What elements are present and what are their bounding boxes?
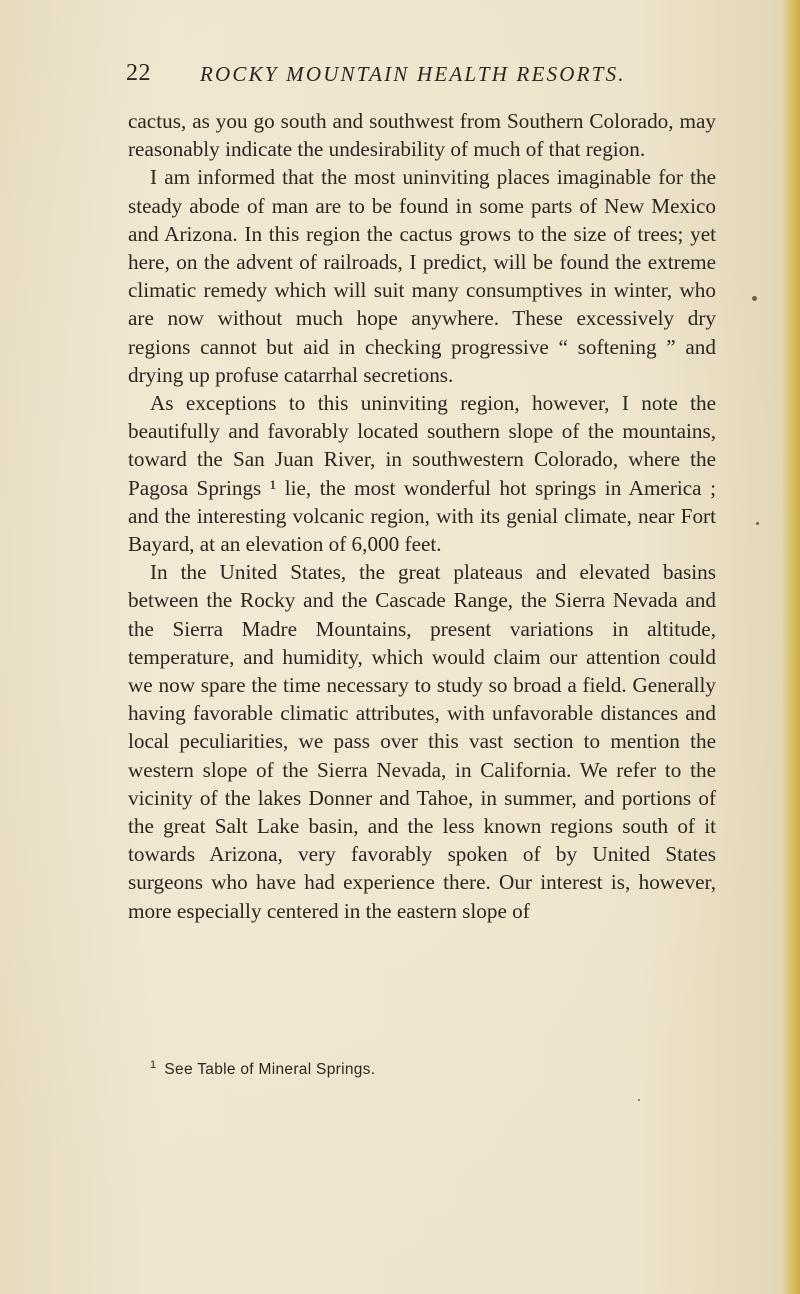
page-header xyxy=(126,60,726,90)
page-number: 22 xyxy=(126,60,151,86)
paper-speck xyxy=(752,296,757,301)
body-text xyxy=(128,107,716,925)
page-edge xyxy=(782,0,800,1294)
running-head: ROCKY MOUNTAIN HEALTH RESORTS. xyxy=(200,62,626,86)
paper-speck xyxy=(638,1099,640,1101)
footnote xyxy=(150,1059,375,1079)
paragraph: I am informed that the most uninviting places imaginable for the steady abode of man are to be found in some parts of New Mexico and Arizona. In this region the cactus grows to the size of trees; yet here, on the advent of railroads, I predict, will be found the extreme climatic remedy which will suit many consumptives in winter, who are now without much hope anywhere. These excessively dry regions cannot but aid in checking progressive “ softening ” and drying up profuse catarrhal secretions. xyxy=(128,165,716,387)
paragraph: In the United States, the great plateaus and elevated basins between the Rocky and the Cascade Range, the Sierra Nevada and the Sierra Madre Mountains, present variations in altitude, temperature, and humidity, which would claim our attention could we now spare the time necessary to study so broad a field. Generally having favorable climatic attributes, with unfavorable distances and local peculiarities, we pass over this vast section to mention the western slope of the Sierra Nevada, in California. We refer to the vicinity of the lakes Donner and Tahoe, in summer, and portions of the great Salt Lake basin, and the less known regions south of it towards Arizona, very favorably spoken of by United States surgeons who have had experience there. Our interest is, however, more especially centered in the eastern slope of xyxy=(128,560,716,923)
paragraph: As exceptions to this uninviting region, however, I note the beautifully and favorably located southern slope of the mountains, toward the San Juan River, in southwestern Colorado, where the Pagosa Springs ¹ lie, the most wonderful hot springs in America ; and the interesting volcanic region, with its genial climate, near Fort Bayard, at an elevation of 6,000 feet. xyxy=(128,391,716,557)
paper-speck xyxy=(756,522,759,525)
paragraph: cactus, as you go south and southwest from Southern Colorado, may reasonably indicate the undesirability of much of that region. xyxy=(128,109,716,162)
footnote-text: See Table of Mineral Springs. xyxy=(164,1061,376,1079)
footnote-marker: 1 xyxy=(150,1059,157,1071)
